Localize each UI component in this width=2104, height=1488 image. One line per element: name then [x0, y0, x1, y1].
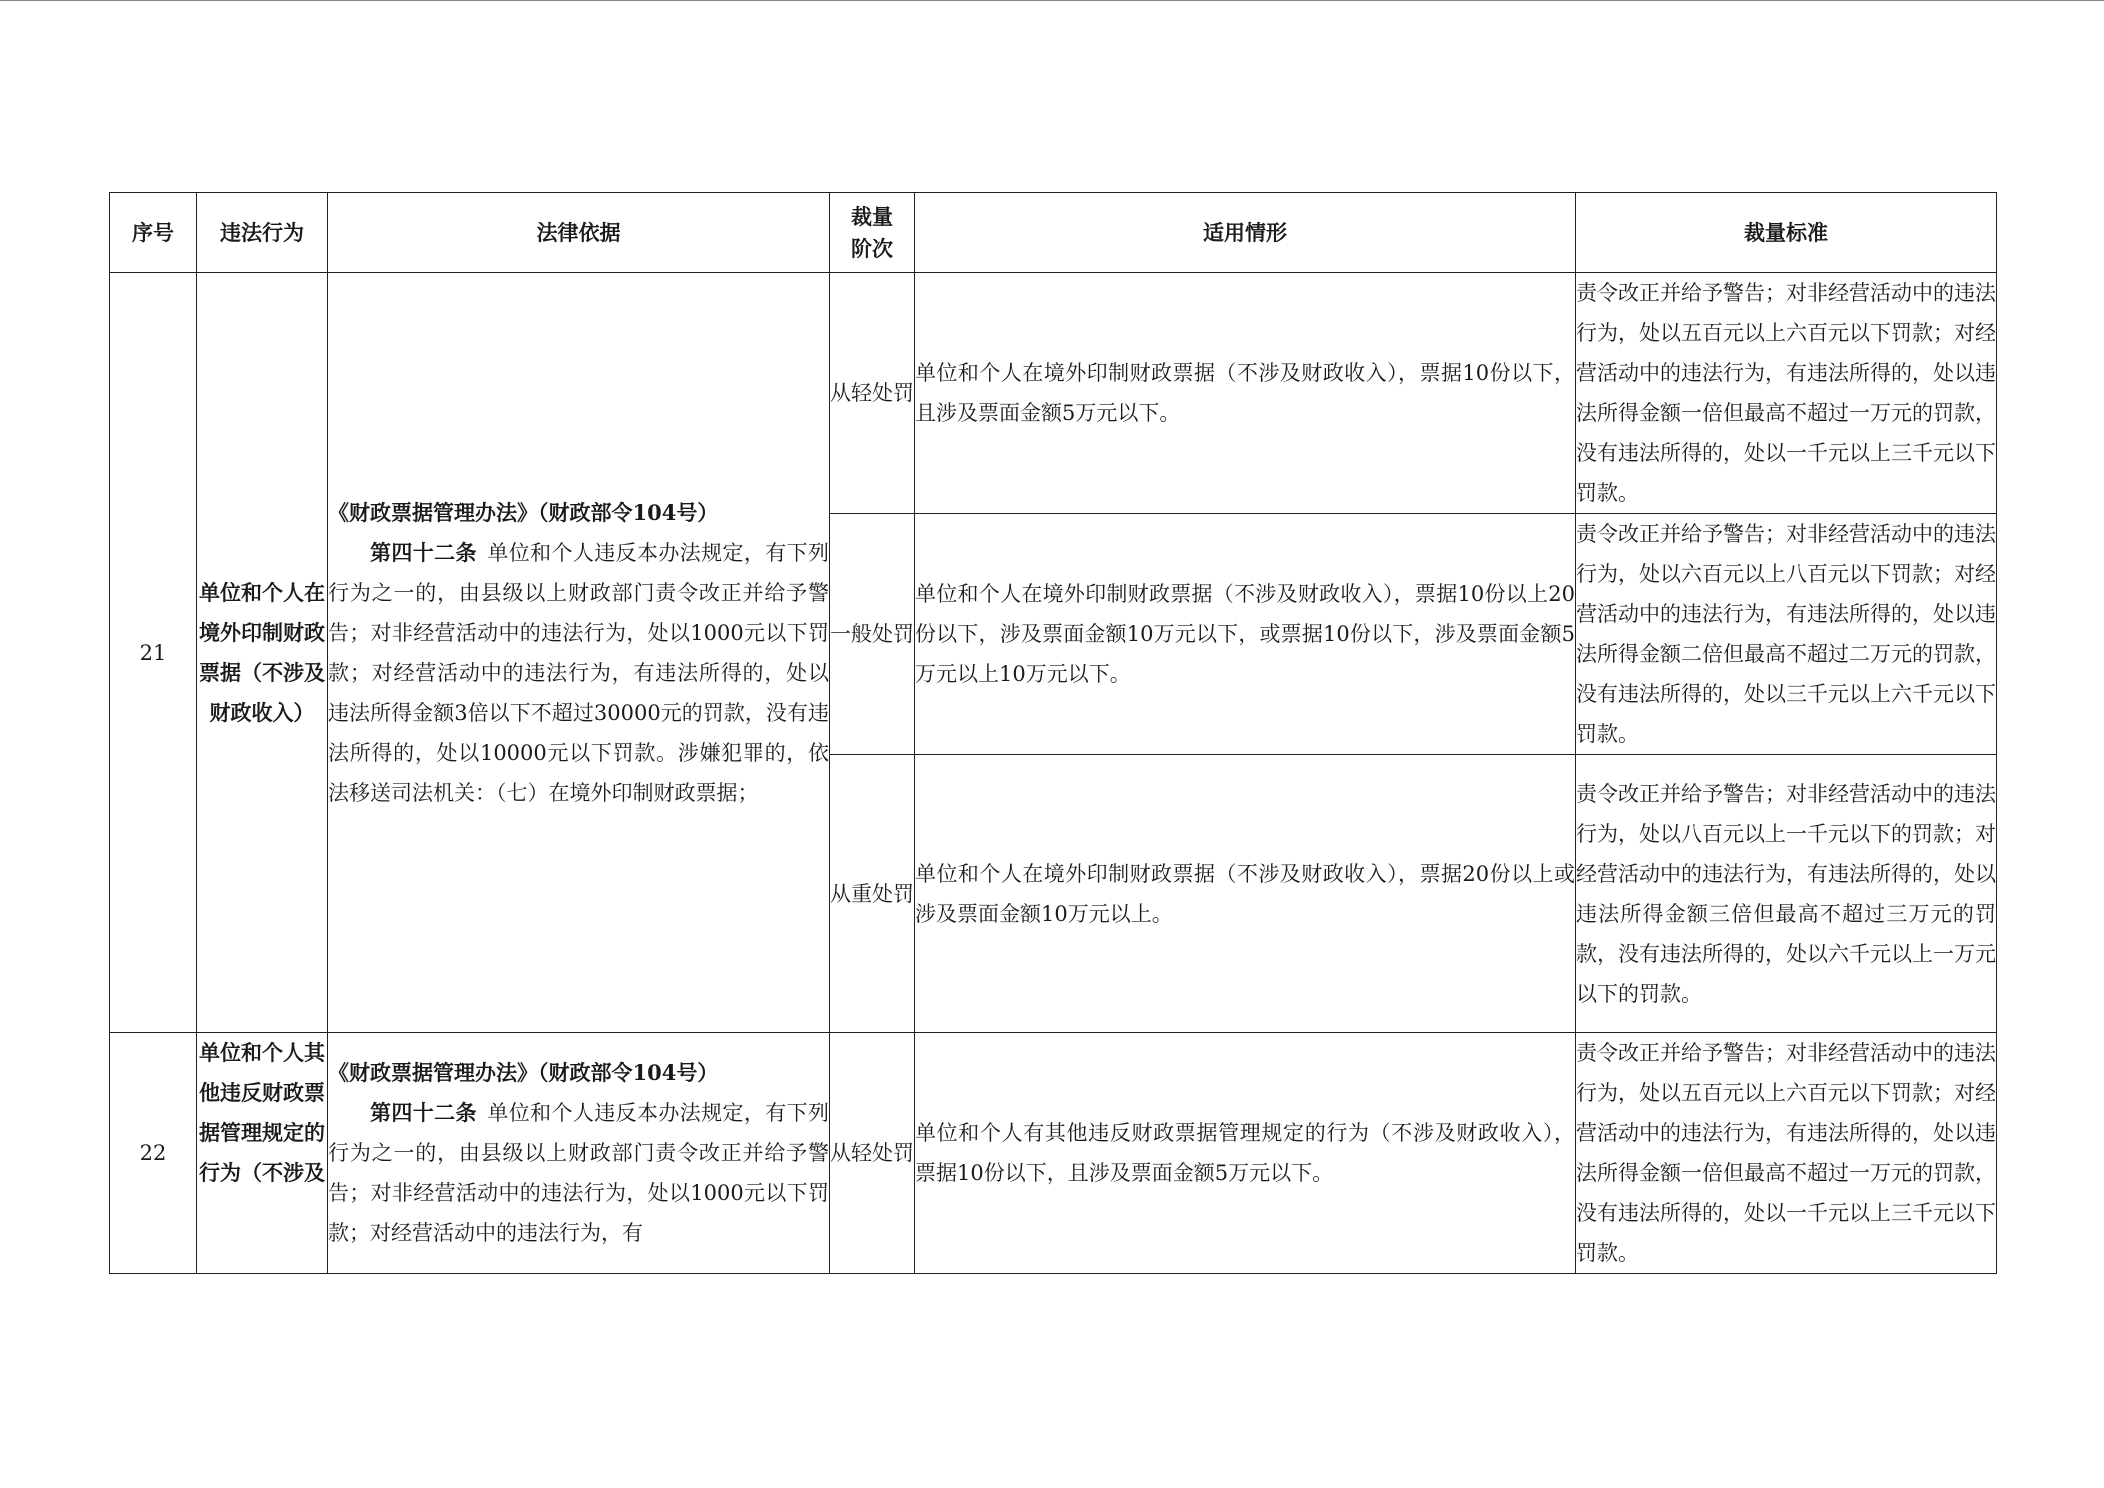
header-act: 违法行为 — [197, 193, 328, 273]
discretion-standard: 责令改正并给予警告；对非经营活动中的违法行为，处以八百元以上一千元以下的罚款；对经营活动中的违法行为，有违法所得的，处以违法所得金额三倍但最高不超过三万元的罚款，没有违法所得的，处以六千元以上一万元以下的罚款。 — [1576, 755, 1997, 1033]
violation-act — [197, 1033, 328, 1274]
article-label: 第四十二条 — [370, 1100, 477, 1125]
header-situation: 适用情形 — [915, 193, 1576, 273]
basis-title: 《财政票据管理办法》（财政部令104号） — [328, 1060, 719, 1085]
header-basis: 法律依据 — [328, 193, 830, 273]
table-row — [110, 273, 1997, 514]
article-text: 单位和个人违反本办法规定，有下列行为之一的，由县级以上财政部门责令改正并给予警告；对非经营活动中的违法行为，处以1000元以下罚款；对经营活动中的违法行为，有违法所得的，处以违法所得金额3倍以下不超过30000元的罚款，没有违法所得的，处以10000元以下罚款。涉嫌犯罪的，依法移送司法机关：（七）在境外印制财政票据； — [328, 540, 829, 805]
applicable-situation: 单位和个人在境外印制财政票据（不涉及财政收入），票据20份以上或涉及票面金额10万元以上。 — [915, 755, 1576, 1033]
page-top-border — [0, 0, 2104, 1]
discretion-standard: 责令改正并给予警告；对非经营活动中的违法行为，处以六百元以上八百元以下罚款；对经营活动中的违法行为，有违法所得的，处以违法所得金额二倍但最高不超过二万元的罚款，没有违法所得的，处以三千元以上六千元以下罚款。 — [1576, 514, 1997, 755]
basis-title: 《财政票据管理办法》（财政部令104号） — [328, 499, 719, 525]
legal-basis — [328, 273, 830, 1033]
article-text: 单位和个人违反本办法规定，有下列行为之一的，由县级以上财政部门责令改正并给予警告；对非经营活动中的违法行为，处以1000元以下罚款；对经营活动中的违法行为，有 — [328, 1101, 829, 1245]
discretion-level: 从轻处罚 — [830, 1033, 915, 1274]
discretion-standard: 责令改正并给予警告；对非经营活动中的违法行为，处以五百元以上六百元以下罚款；对经营活动中的违法行为，有违法所得的，处以违法所得金额一倍但最高不超过一万元的罚款，没有违法所得的，处以一千元以上三千元以下罚款。 — [1576, 1033, 1997, 1274]
applicable-situation: 单位和个人在境外印制财政票据（不涉及财政收入），票据10份以上20份以下，涉及票面金额10万元以下，或票据10份以下，涉及票面金额5万元以上10万元以下。 — [915, 514, 1576, 755]
violation-act-text: 单位和个人其他违反财政票据管理规定的行为（不涉及 — [199, 1040, 325, 1185]
table-header-row — [110, 193, 1997, 273]
discretion-standard: 责令改正并给予警告；对非经营活动中的违法行为，处以五百元以上六百元以下罚款；对经营活动中的违法行为，有违法所得的，处以违法所得金额一倍但最高不超过一万元的罚款，没有违法所得的，处以一千元以上三千元以下罚款。 — [1576, 273, 1997, 514]
row-number: 22 — [110, 1033, 197, 1274]
violation-act: 单位和个人在境外印制财政票据（不涉及财政收入） — [197, 273, 328, 1033]
article-label: 第四十二条 — [370, 539, 477, 565]
penalty-discretion-table — [109, 192, 1997, 1274]
row-number: 21 — [110, 273, 197, 1033]
header-no: 序号 — [110, 193, 197, 273]
header-standard: 裁量标准 — [1576, 193, 1997, 273]
basis-article — [328, 533, 829, 813]
discretion-level: 一般处罚 — [830, 514, 915, 755]
discretion-level: 从轻处罚 — [830, 273, 915, 514]
header-level: 裁量阶次 — [830, 193, 915, 273]
discretion-level: 从重处罚 — [830, 755, 915, 1033]
applicable-situation: 单位和个人有其他违反财政票据管理规定的行为（不涉及财政收入），票据10份以下，且涉及票面金额5万元以下。 — [915, 1033, 1576, 1274]
legal-basis — [328, 1033, 830, 1274]
table-row — [110, 1033, 1997, 1274]
basis-article — [328, 1093, 829, 1253]
applicable-situation: 单位和个人在境外印制财政票据（不涉及财政收入），票据10份以下，且涉及票面金额5万元以下。 — [915, 273, 1576, 514]
